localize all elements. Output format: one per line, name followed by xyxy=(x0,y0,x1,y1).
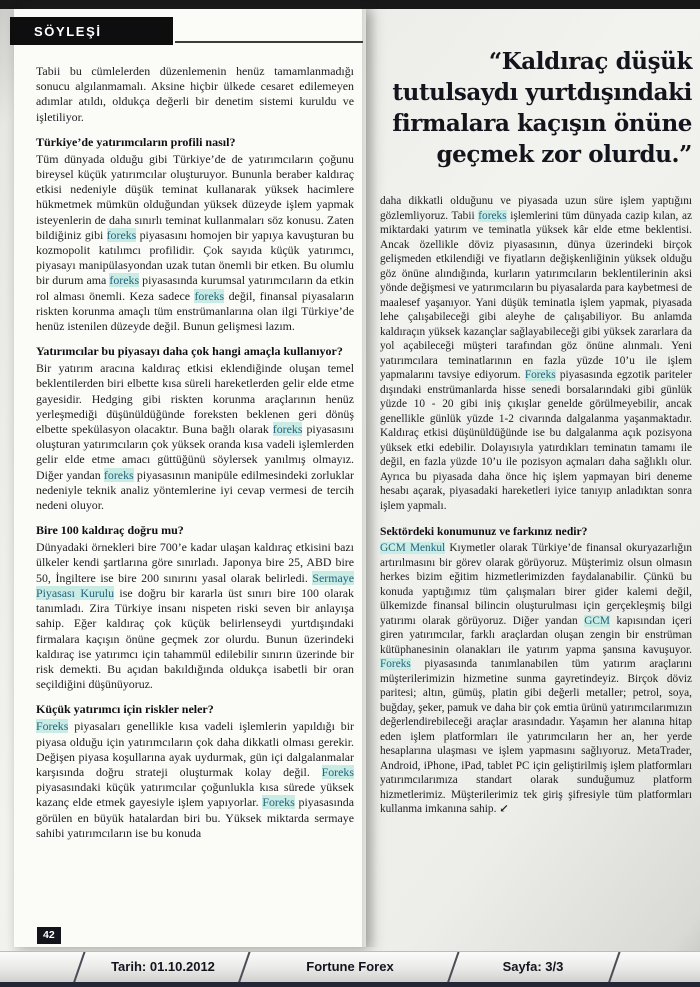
question-heading-position: Sektördeki konumunuz ve farkınız nedir? xyxy=(380,525,588,538)
kicker-label: SÖYLEŞİ xyxy=(34,23,102,39)
footer-accent-strip xyxy=(0,982,700,987)
right-column xyxy=(380,194,692,938)
answer-paragraph: Dünyadaki örnekleri bire 700’e kadar ulaşan kaldıraç etkisini bazı ülkeler kendi şartlarına göre sınırladı. Japonya bire 25, ABD bire 50, İngiltere ise bire 200 sınırını yasal olarak belirledi. Sermaye Piyasası Kurulu ise doğru bir kararla üst sınırı bire 100 olarak tanımladı. Zira Türkiye insanı nispeten riski seven bir anlayışa sahip. Eğer kaldıraç çok küçük belirlenseydi yurtdışındaki firmalara kaçışın önüne geçmek zor olurdu. Bunun üzerindeki kaldıraç ise yatırımcı için tahammül edilebilir sınırın üzerinde bir risk demekti. Bu açıdan bakıldığında oldukça isabetli bir oran seçildiğini düşünüyoruz. xyxy=(36,540,354,692)
question-heading-purpose: Yatırımcılar bu piyasayı daha çok hangi amaçla kullanıyor? xyxy=(36,344,343,359)
answer-paragraph: GCM Menkul Kıymetler olarak Türkiye’de finansal okuryazarlığın artırılmasını bir görev olarak görüyoruz. Müşterimiz olsun olmasın herkes bizim eğitim hizmetlerimizden faydalanabilir. Çünkü bu konuda yaptığımız tüm çalışmaları birer gider kalemi değil, ülkemizde finansal bilincin oluşturulması için gerçekleşmiş bilgi yatırımı olarak görüyoruz. Diğer yandan GCM kapısından içeri giren yatırımcılar, farklı araçlardan oluşan zengin bir enstrüman kütüphanesinin olanakları ile yatırım yapma şansına kavuşuyor. Foreks piyasasında tanımlanabilen tüm yatırım araçlarını müşterilerimizin hizmetine sunma gayretindeyiz. Birçok döviz paritesi; altın, gümüş, platin gibi değerli metaller; petrol, soya, buğday, şeker, pamuk ve daha bir çok emtia ürünü yatırımcılarımızın değerlendirebileceği araçlar arasındadır. Yaşamın her alanına hitap eden işlem platformları ile yatırımcıların her an, her yerde hesaplarına ulaşması ve işlem yapmasını sağlıyoruz. MetaTrader, Android, iPhone, iPad, tablet PC için geliştirilmiş işlem platformları yatırımcılarımıza standart olarak sunduğumuz platform hizmetlerimiz. Müşterilerimiz tek giriş şifresiyle tüm platformları kullanma imkanına sahip. ↙ xyxy=(380,542,692,815)
footer-page: Sayfa: 3/3 xyxy=(502,959,564,974)
intro-paragraph: Tabii bu cümlelerden düzenlemenin henüz tamamlanmadığı sonucu algılanmamalı. Aksine hiçbir ülkede cesaret edilemeyen adımlar atıldı, oldukça değerli bir denetim sistemi kuruldu ve işletiliyor. xyxy=(36,64,354,124)
page-number: 42 xyxy=(37,927,61,944)
answer-paragraph: Bir yatırım aracına kaldıraç etkisi eklendiğinde oluşan temel beklentilerden biri elbette kısa süreli hareketlerden gelir elde etme gayesidir. Hedging gibi riskten korunma araçlarının henüz yerleşmediği düşünüldüğünde foreksten beklenen geri dönüş elbette spekülasyon olacaktır. Buna bağlı olarak foreks piyasasını oluşturan yatırımcıların çok yüksek oranda kısa vadeli işlemlerden gelir elde etme amacı güttüğünü söylersek yanılmış olmayız. Diğer yandan foreks piyasasının manipüle edilmesindeki zorluklar nedeniyle teknik analiz yöntemlerine iyi cevap vermesi de tercih nedeni oluyor. xyxy=(36,361,354,513)
question-heading-leverage: Bire 100 kaldıraç doğru mu? xyxy=(36,523,184,538)
footer-date: Tarih: 01.10.2012 xyxy=(111,959,215,974)
left-column xyxy=(36,64,354,926)
answer-paragraph: Tüm dünyada olduğu gibi Türkiye’de de yatırımcıların çoğunu bireysel küçük yatırımcılar oluşturuyor. Bununla beraber kaldıraç etkisi nedeniyle düşük teminat kullanarak yüksek hacimlere hükmetmek mümkün olduğundan yüksek düzeyde işlem yapmak isteyenlerin de daha sınırlı teminat kullanmaları söz konusu. Zaten bildiğiniz gibi foreks piyasasını homojen bir yapıya kavuşturan bu kozmopolit katılımcı profilidir. Çok sayıda küçük yatırımcı, piyasayı manipülasyondan uzak tutan önemli bir etken. Bu olumlu bir durum ama foreks piyasasında kurumsal yatırımcıların da etkin rol alması önemli. Keza sadece foreks değil, finansal piyasaların riskten korunma amaçlı tüm enstrümanlarına olan ilgi Türkiye’de henüz istenilen düzeyde değil. Bunun gelişmesi lazım. xyxy=(36,151,354,334)
answer-paragraph: Foreks piyasaları genellikle kısa vadeli işlemlerin yapıldığı bir piyasa olduğu için yatırımcıların çok daha dikkatli olması gerekir. Değişen piyasa koşullarına ayak uydurmak, gün içi dalgalanmalar karşısında doğru strateji oluşturmak kolay değil. Foreks piyasasındaki küçük yatırımcılar çoğunlukla kısa sürede yüksek kazanç elde etmek gayesiyle işlem yapıyorlar. Foreks piyasasında görülen en büyük hatalardan biri bu. Yüksek miktarda sermaye sahibi yatırımcıların ise bu konuda xyxy=(36,719,354,840)
footer-divider xyxy=(72,951,86,982)
scan-top-edge xyxy=(0,0,700,9)
pull-quote: “Kaldıraç düşük tutulsaydı yurtdışındaki firmalara kaçışın önüne geçmek zor olurdu.” xyxy=(392,48,692,168)
section-kicker xyxy=(10,17,173,45)
footer-divider xyxy=(237,951,251,982)
press-clipping-footer xyxy=(0,951,700,982)
question-heading-risks: Küçük yatırımcı için riskler neler? xyxy=(36,702,214,717)
kicker-rule xyxy=(175,41,363,43)
footer-divider xyxy=(446,951,460,982)
footer-source: Fortune Forex xyxy=(306,959,394,974)
continuation-paragraph: daha dikkatli olduğunu ve piyasada uzun süre işlem yaptığını gözlemliyoruz. Tabii foreks işlemlerini tüm dünyada cazip kılan, az miktardaki yatırım ve teminatla yüksek kâr elde etme beklentisi. Ancak özellikle döviz piyasasının, dünya üzerindeki birçok gelişmeden etkilendiği ve fiyatların değişkenliğinin yüksek olduğu göz önüne alındığında, kurların yatırımcıların beklentilerinin aksi yönde değişmesi ve yatırımcıların bu piyasalarda para kaybetmesi de maalesef yaşanıyor. Yani düşük teminatla işlem yapmak, piyasada lehe çalışabileceği gibi aleyhe de çalışabiliyor. Bu anlamda kaldıraçın yüksek kazançlar sağlayabileceği gibi yüksek zararlara da yol açabileceği müşteri tarafından göz önüne alınmalı. Yeni yatırımcılara teminatlarının en fazla yüzde 10’u ile işlem yapmalarını tavsiye ediyorum. Foreks piyasasında egzotik pariteler dışındaki enstrümanlarda hisse senedi borsalarındaki gibi günlük yüzde 10 - 20 gibi iniş çıkışlar genelde görülmeyebilir, ancak genellikle günlük yüzde 1-2 civarında dalgalanma yaşanmaktadır. Kaldıraç etkisi düşünüldüğünde ise bu dalgalanma açık pozisyona yüksek etki edebilir. Dolayısıyla yatırdıkları teminatın tamamı ile değil, en fazla yüzde 10’u ile pozisyon açmaları daha sağlıklı olur. Ayrıca bu piyasada daha önce hiç işlem yapmayan biri deneme hesabı açarak, piyasadaki hareketleri iyice tanıyıp anladıktan sonra işlem yapmalı. xyxy=(380,195,692,512)
question-heading-profile: Türkiye’de yatırımcıların profili nasıl? xyxy=(36,134,236,149)
footer-divider xyxy=(607,951,621,982)
